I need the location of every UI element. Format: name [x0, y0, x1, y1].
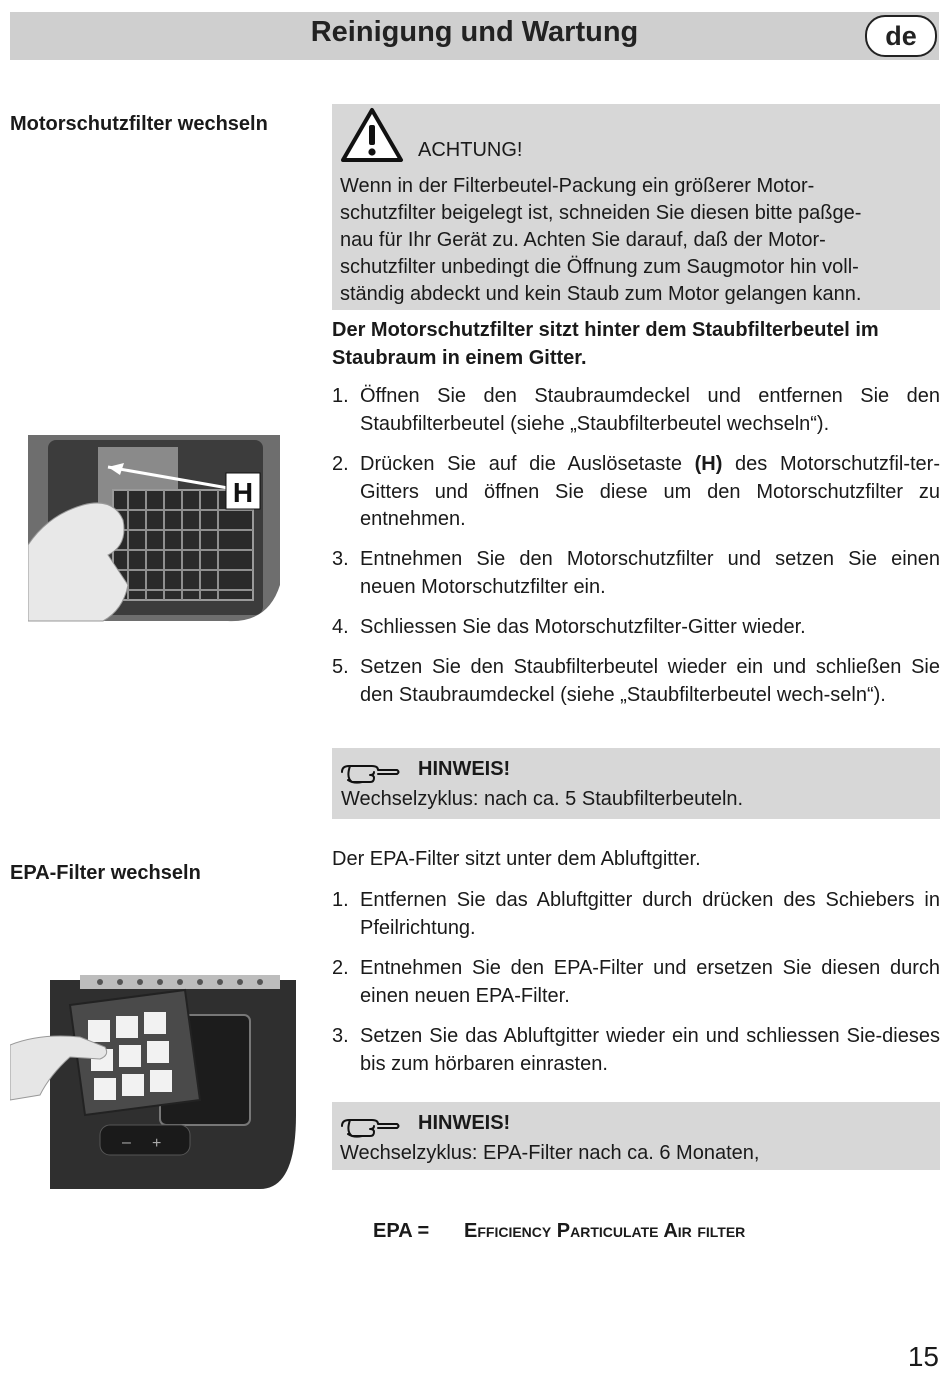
warning-title: ACHTUNG! — [418, 139, 523, 161]
svg-text:–: – — [122, 1134, 131, 1151]
list-item — [332, 546, 940, 601]
section-heading-motor-filter: Motorschutzfilter wechseln — [10, 113, 268, 135]
motor-filter-intro — [332, 316, 879, 372]
warning-line: nau für Ihr Gerät zu. Achten Sie darauf, daß der Motor- — [340, 229, 826, 251]
definition-term: EPA = — [373, 1220, 430, 1242]
step-number: 2. — [332, 453, 349, 475]
step-text-part: des Motorschutzfil-ter-Gitters und öffnen Sie diese um den Motorschutzfilter zu entnehmen. — [360, 453, 941, 530]
step-text: Öffnen Sie den Staubraumdeckel und entfernen Sie den Staubfilterbeutel (siehe „Staubfilterbeutel wechseln“). — [360, 385, 940, 435]
step-number: 1. — [332, 889, 349, 911]
step-text-part: Drücken Sie auf die Auslösetaste — [360, 453, 695, 475]
step-text — [360, 451, 940, 534]
note-box — [332, 748, 940, 819]
vacuum-compartment-illustration — [28, 435, 280, 623]
page-title: Reinigung und Wartung — [310, 16, 639, 48]
pointing-hand-icon — [340, 1114, 400, 1140]
step-text: Entfernen Sie das Abluftgitter durch drücken des Schiebers in Pfeilrichtung. — [360, 889, 940, 939]
language-badge: de — [865, 15, 937, 57]
note-title: HINWEIS! — [418, 1112, 511, 1134]
section-heading-epa-filter: EPA-Filter wechseln — [10, 862, 201, 884]
epa-filter-illustration — [10, 975, 296, 1189]
step-number: 2. — [332, 957, 349, 979]
list-item — [332, 451, 940, 534]
svg-text:+: + — [152, 1135, 162, 1152]
step-text-bold: (H) — [694, 453, 723, 475]
pointing-hand-icon — [340, 760, 400, 786]
page-header — [10, 12, 939, 60]
note-box — [332, 1102, 940, 1170]
warning-text — [340, 173, 861, 308]
page-number: 15 — [907, 1341, 939, 1372]
step-number: 3. — [332, 1025, 349, 1047]
warning-line: schutzfilter unbedingt die Öffnung zum Saugmotor hin voll- — [340, 256, 859, 278]
warning-line: ständig abdeckt und kein Staub zum Motor gelangen kann. — [340, 283, 862, 305]
warning-icon — [340, 107, 404, 163]
step-text: Setzen Sie das Abluftgitter wieder ein und schliessen Sie-dieses bis zum hörbaren einrasten. — [360, 1025, 940, 1075]
list-item — [332, 955, 940, 1010]
step-text: Schliessen Sie das Motorschutzfilter-Gitter wieder. — [360, 616, 806, 638]
step-number: 1. — [332, 385, 349, 407]
list-item — [332, 383, 940, 438]
step-text: Entnehmen Sie den EPA-Filter und ersetzen Sie diesen durch einen neuen EPA-Filter. — [360, 957, 940, 1007]
list-item — [332, 654, 940, 709]
note-text: Wechselzyklus: EPA-Filter nach ca. 6 Monaten, — [340, 1142, 760, 1164]
step-text: Entnehmen Sie den Motorschutzfilter und setzen Sie einen neuen Motorschutzfilter ein. — [360, 548, 940, 598]
warning-line: Wenn in der Filterbeutel-Packung ein größerer Motor- — [340, 175, 815, 197]
list-item — [332, 614, 940, 642]
list-item — [332, 1023, 940, 1078]
epa-filter-photo — [10, 975, 296, 1189]
motor-filter-photo — [28, 435, 280, 623]
figure-label-h: H — [232, 477, 254, 508]
warning-line: schutzfilter beigelegt ist, schneiden Sie diesen bitte paßge- — [340, 202, 862, 224]
definition-meaning: Efficiency Particulate Air filter — [464, 1220, 746, 1242]
note-text: Wechselzyklus: nach ca. 5 Staubfilterbeuteln. — [341, 788, 744, 810]
note-title: HINWEIS! — [418, 758, 511, 780]
step-number: 3. — [332, 548, 349, 570]
step-number: 4. — [332, 616, 349, 638]
intro-line: Staubraum in einem Gitter. — [332, 347, 587, 369]
step-text: Setzen Sie den Staubfilterbeutel wieder ein und schließen Sie den Staubraumdeckel (siehe „Staubfilterbeutel wech-seln“). — [360, 656, 940, 706]
list-item — [332, 887, 940, 942]
step-number: 5. — [332, 656, 349, 678]
epa-intro: Der EPA-Filter sitzt unter dem Abluftgitter. — [332, 848, 701, 870]
intro-line: Der Motorschutzfilter sitzt hinter dem Staubfilterbeutel im — [332, 319, 879, 341]
warning-box — [332, 104, 940, 310]
